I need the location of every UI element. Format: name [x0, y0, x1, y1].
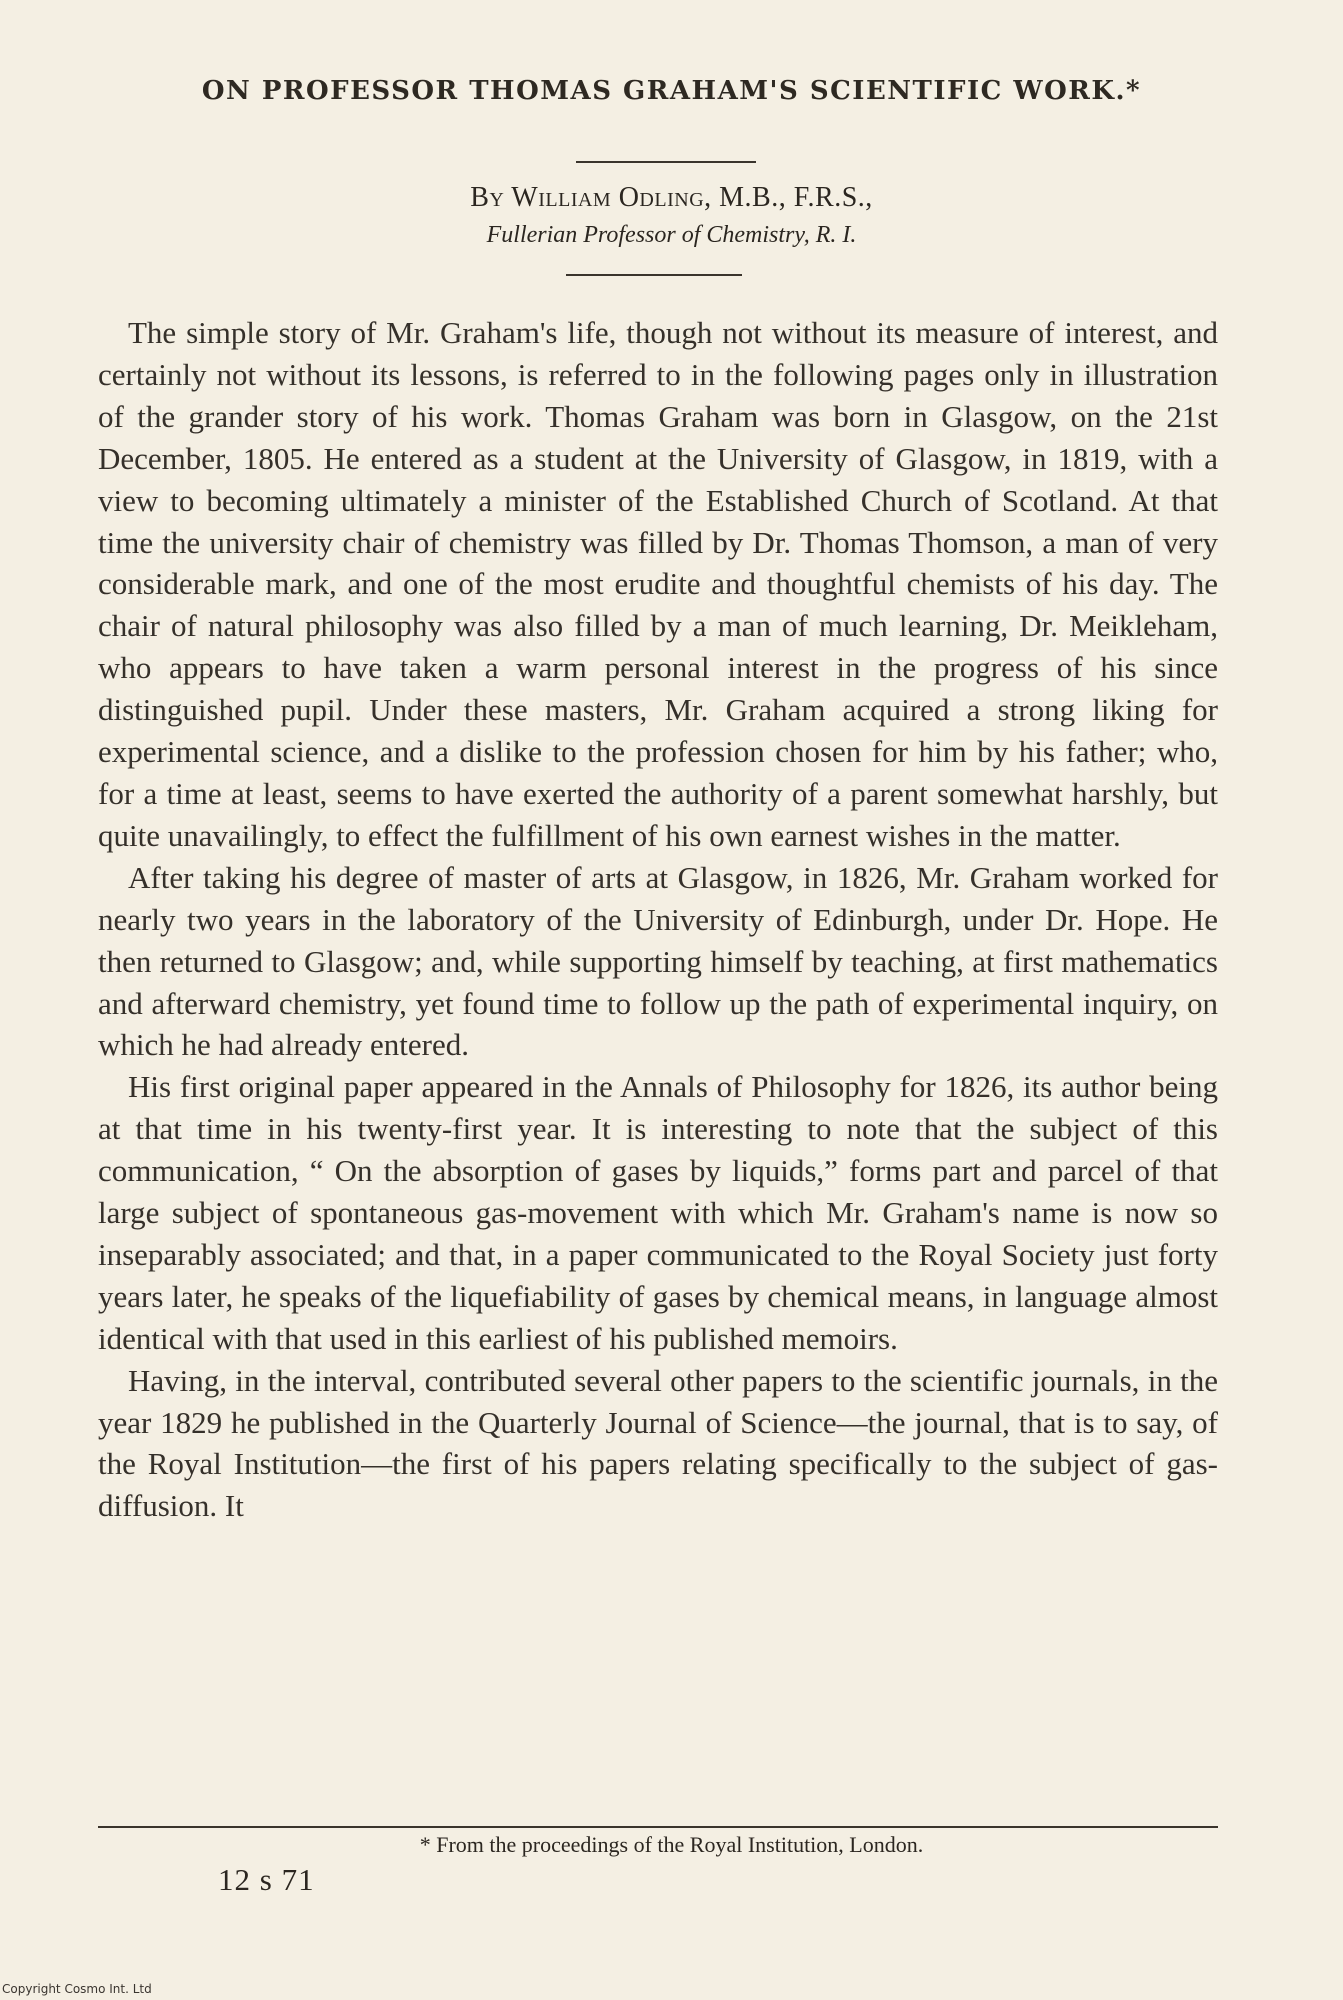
footnote: * From the proceedings of the Royal Institution, London. [419, 1832, 924, 1857]
footnote-rule [98, 1826, 1218, 1828]
paragraph-3: His first original paper appeared in the Annals of Philosophy for 1826, its author being at that time in his twenty-first year. It is interesting to note that the subject of this communication, “ On the absorption of gases by liquids,” forms part and parcel of that large subject of spontaneous gas-movement with which Mr. Graham's name is now so inseparably associated; and that, in a paper communicated to the Royal Society just forty years later, he speaks of the liquefiability of gases by chemical means, in language almost identical with that used in this earliest of his published memoirs. [98, 1069, 1218, 1356]
paragraph-1: The simple story of Mr. Graham's life, though not without its measure of interest, and certainly not without its lessons, is referred to in the following pages only in illustration of the grander story of his work. Thomas Graham was born in Glasgow, on the 21st December, 1805. He entered as a student at the University of Glasgow, in 1819, with a view to becoming ultimately a minister of the Established Church of Scotland. At that time the university chair of chemistry was filled by Dr. Thomas Thomson, a man of very considerable mark, and one of the most erudite and thoughtful chemists of his day. The chair of natural philosophy was also filled by a man of much learning, Dr. Meikleham, who appears to have taken a warm personal interest in the progress of his since distinguished pupil. Under these masters, Mr. Graham acquired a strong liking for experimental science, and a dislike to the profession chosen for him by his father; who, for a time at least, seems to have exerted the authority of a parent somewhat harshly, but quite unavailingly, to effect the fulfillment of his own earnest wishes in the matter. [98, 315, 1218, 853]
copyright-notice: Copyright Cosmo Int. Ltd [2, 1982, 152, 1996]
article-title: ON PROFESSOR THOMAS GRAHAM'S SCIENTIFIC WORK.* [201, 76, 1142, 106]
paragraph-2: After taking his degree of master of arts at Glasgow, in 1826, Mr. Graham worked for nearly two years in the laboratory of the University of Edinburgh, under Dr. Hope. He then returned to Glasgow; and, while supporting himself by teaching, at first mathematics and afterward chemistry, yet found time to follow up the path of experimental inquiry, on which he had already entered. [98, 859, 1218, 1063]
author-affiliation: Fullerian Professor of Chemistry, R. I. [486, 222, 857, 248]
paragraph-4: Having, in the interval, contributed several other papers to the scientific journals, in the year 1829 he published in the Quarterly Journal of Science—the journal, that is to say, of the Royal Institution—the first of his papers relating specifically to the subject of gas-diffusion. It [98, 1362, 1218, 1524]
author-byline: By William Odling, M.B., F.R.S., [470, 182, 873, 213]
title-rule [576, 161, 756, 163]
signature-mark: 12 s 71 [218, 1862, 315, 1897]
article-body [98, 312, 1218, 1527]
byline-rule [566, 274, 742, 276]
